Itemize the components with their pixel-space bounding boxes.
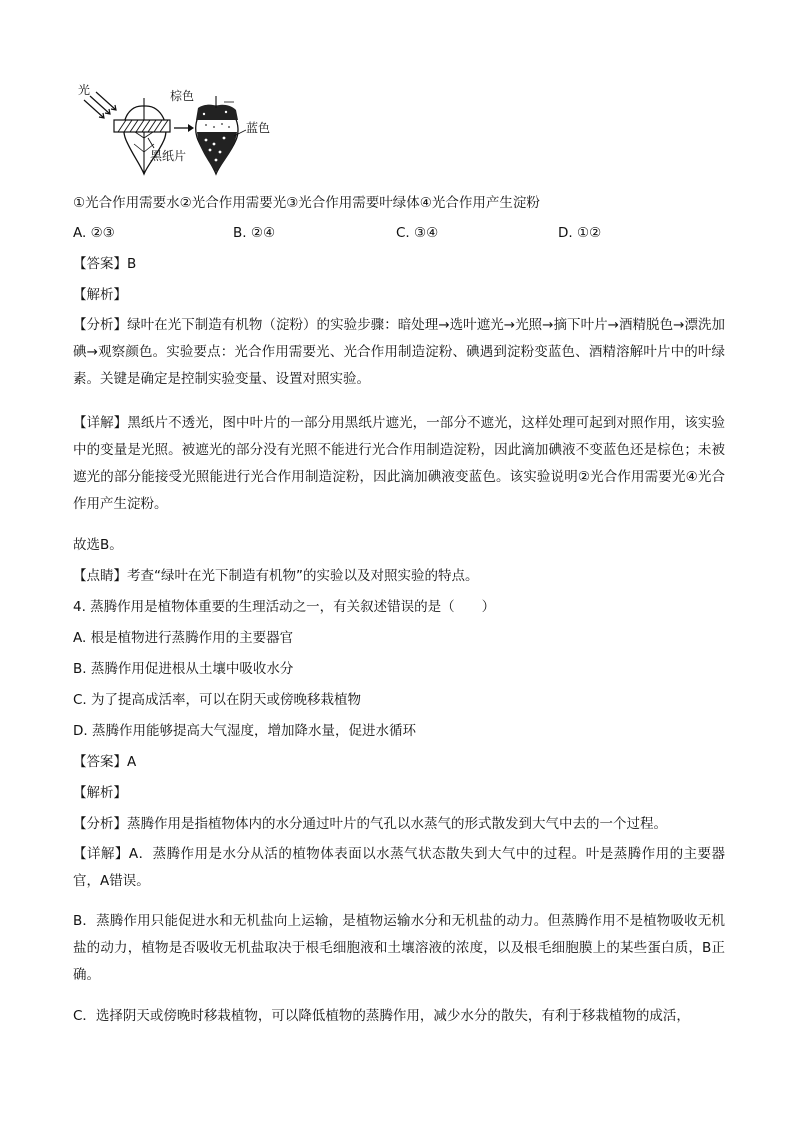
q4-analysis-tag: 【解析】: [73, 785, 127, 801]
figure-label-black-paper: 黑纸片: [150, 149, 187, 163]
right-leaf-icon: [196, 96, 246, 174]
q3-fenxi-paragraph: [73, 312, 725, 393]
q3-option-d: D. ①②: [558, 225, 602, 241]
answer-value: A: [127, 754, 137, 770]
q3-xiangjie-paragraph: [73, 410, 725, 518]
q3-dianjing: [73, 566, 479, 586]
fenxi-text: 绿叶在光下制造有机物（淀粉）的实验步骤：暗处理→选叶遮光→光照→摘下叶片→酒精脱色→漂洗加碘→观察颜色。实验要点：光合作用需要光、光合作用制造淀粉、碘遇到淀粉变蓝色、酒精溶解叶片中的叶绿素。关键是确定是控制实验变量、设置对照实验。: [73, 317, 725, 387]
q3-option-c: C. ③④: [396, 225, 439, 241]
figure-label-light: 光: [78, 83, 91, 97]
q4-answer: [73, 752, 136, 772]
q4-xiangjie-c-paragraph: C．选择阴天或傍晚时移栽植物，可以降低植物的蒸腾作用，减少水分的散失，有利于移栽植物的成活，: [73, 1008, 690, 1024]
q3-analysis-tag: 【解析】: [73, 287, 127, 303]
xiangjie-tag: 【详解】: [73, 415, 128, 431]
fenxi-tag: 【分析】: [73, 317, 128, 333]
dianjing-tag: 【点睛】: [73, 568, 127, 584]
q4-option-a: A. 根是植物进行蒸腾作用的主要器官: [73, 630, 294, 646]
fenxi-text: 蒸腾作用是指植物体内的水分通过叶片的气孔以水蒸气的形式散发到大气中去的一个过程。: [127, 816, 667, 832]
leaf-experiment-diagram: [74, 78, 284, 180]
q4-option-b: B. 蒸腾作用促进根从土壤中吸收水分: [73, 661, 294, 677]
xiangjie-text: 黑纸片不透光，图中叶片的一部分用黑纸片遮光，一部分不遮光，这样处理可起到对照作用，该实验中的变量是光照。被遮光的部分没有光照不能进行光合作用制造淀粉，因此滴加碘液不变蓝色还是棕色；未被遮光的部分能接受光照能进行光合作用制造淀粉，因此滴加碘液变蓝色。该实验说明②光合作用需要光④光合作用产生淀粉。: [73, 415, 726, 512]
answer-tag: 【答案】: [73, 256, 127, 272]
q3-conclusion: 故选B。: [73, 537, 123, 553]
dianjing-text: 考查“绿叶在光下制造有机物”的实验以及对照实验的特点。: [127, 568, 479, 584]
figure-label-brown: 棕色: [170, 89, 195, 103]
xiangjie-tag: 【详解】: [73, 846, 129, 862]
answer-tag: 【答案】: [73, 754, 127, 770]
q3-statements: ①光合作用需要水②光合作用需要光③光合作用需要叶绿体④光合作用产生淀粉: [73, 195, 540, 211]
process-arrow-icon: [174, 124, 194, 132]
q3-option-a: A. ②③: [73, 225, 115, 241]
q4-option-d: D. 蒸腾作用能够提高大气湿度，增加降水量，促进水循环: [73, 723, 416, 739]
q4-xiangjie-a-paragraph: [73, 841, 725, 895]
q4-fenxi: [73, 814, 667, 834]
q3-answer: [73, 254, 136, 274]
q4-option-c: C. 为了提高成活率，可以在阴天或傍晚移栽植物: [73, 692, 362, 708]
xiangjie-a-text: A．蒸腾作用是水分从活的植物体表面以水蒸气状态散失到大气中的过程。叶是蒸腾作用的主要器官，A错误。: [73, 846, 726, 889]
q4-xiangjie-b-paragraph: B．蒸腾作用只能促进水和无机盐向上运输，是植物运输水分和无机盐的动力。但蒸腾作用不是植物吸收无机盐的动力，植物是否吸收无机盐取决于根毛细胞液和土壤溶液的浓度，以及根毛细胞膜上的某些蛋白质，B正确。: [73, 913, 725, 983]
q3-option-b: B. ②④: [233, 225, 276, 241]
fenxi-tag: 【分析】: [73, 816, 127, 832]
answer-value: B: [127, 256, 137, 272]
q4-question: 4. 蒸腾作用是植物体重要的生理活动之一，有关叙述错误的是（ ）: [73, 599, 496, 615]
figure-label-blue: 蓝色: [246, 121, 271, 135]
leaf-experiment-figure: [74, 78, 284, 180]
